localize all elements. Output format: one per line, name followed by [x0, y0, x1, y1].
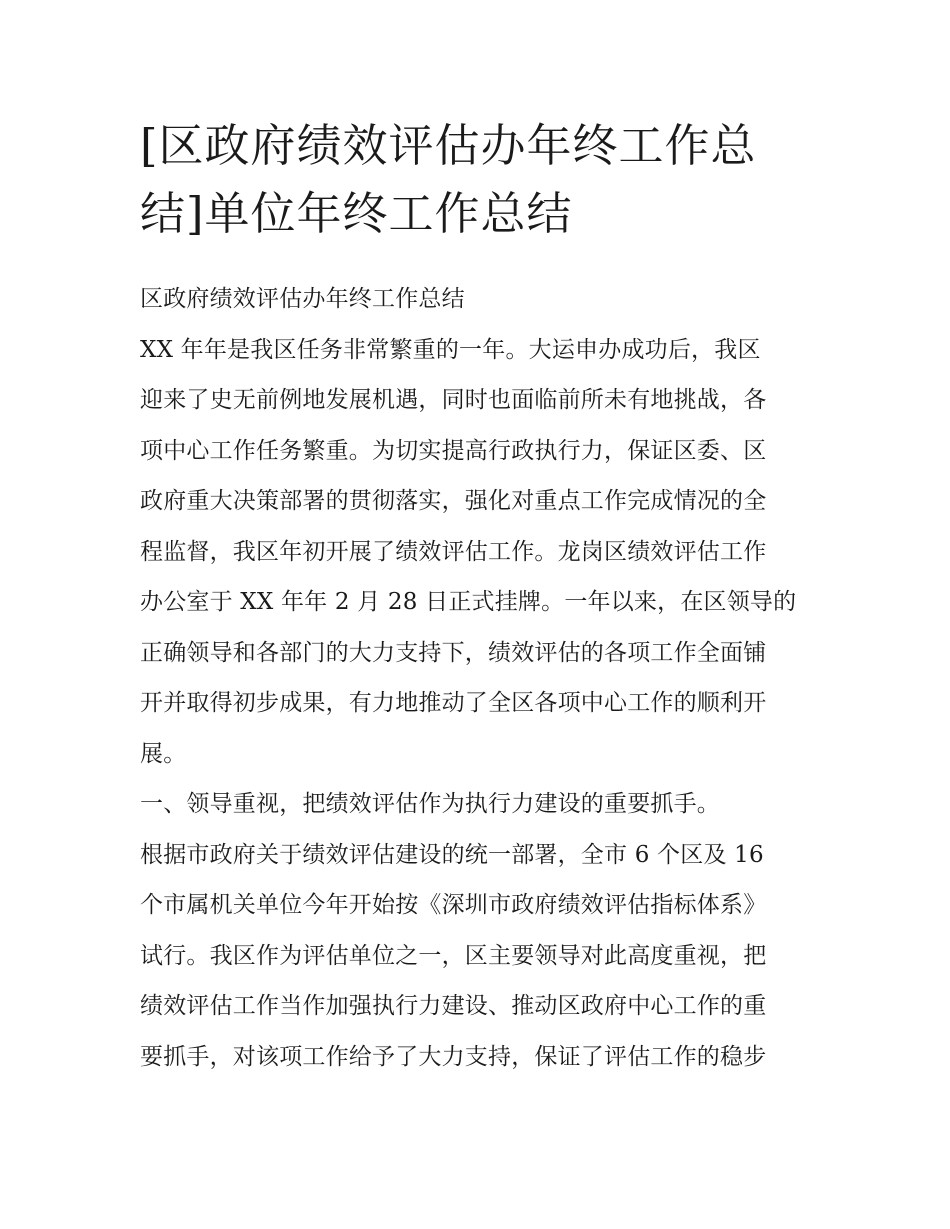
body-line: 根据市政府关于绩效评估建设的统一部署，全市 6 个区及 16: [140, 841, 764, 868]
title-line-1: [区政府绩效评估办年终工作总: [140, 119, 757, 172]
title-line-2: 结]单位年终工作总结: [140, 187, 573, 240]
body-line: 展。: [140, 740, 187, 767]
body-line: XX 年年是我区任务非常繁重的一年。大运申办成功后，我区: [140, 336, 761, 363]
body-line: 要抓手，对该项工作给予了大力支持，保证了评估工作的稳步: [140, 1043, 767, 1070]
body-line: 项中心工作任务繁重。为切实提高行政执行力，保证区委、区: [140, 437, 767, 464]
document-body: [140, 274, 812, 1082]
body-line: 开并取得初步成果，有力地推动了全区各项中心工作的顺利开: [140, 690, 767, 716]
body-line: 迎来了史无前例地发展机遇，同时也面临前所未有地挑战，各: [140, 387, 767, 413]
body-line: 办公室于 XX 年年 2 月 28 日正式挂牌。一年以来，在区领导的: [140, 589, 797, 615]
body-line: 程监督，我区年初开展了绩效评估工作。龙岗区绩效评估工作: [140, 538, 767, 565]
body-line: 个市属机关单位今年开始按《深圳市政府绩效评估指标体系》: [140, 892, 767, 918]
section-heading: 一、领导重视，把绩效评估作为执行力建设的重要抓手。: [140, 791, 720, 817]
body-line: 政府重大决策部署的贯彻落实，强化对重点工作完成情况的全: [140, 488, 767, 514]
document-page: [140, 112, 812, 1082]
body-line: 绩效评估工作当作加强执行力建设、推动区政府中心工作的重: [140, 993, 767, 1019]
body-line: 正确领导和各部门的大力支持下，绩效评估的各项工作全面铺: [140, 639, 767, 666]
subtitle-line: 区政府绩效评估办年终工作总结: [140, 286, 465, 312]
body-line: 试行。我区作为评估单位之一，区主要领导对此高度重视，把: [140, 942, 767, 969]
document-title: [140, 112, 812, 248]
